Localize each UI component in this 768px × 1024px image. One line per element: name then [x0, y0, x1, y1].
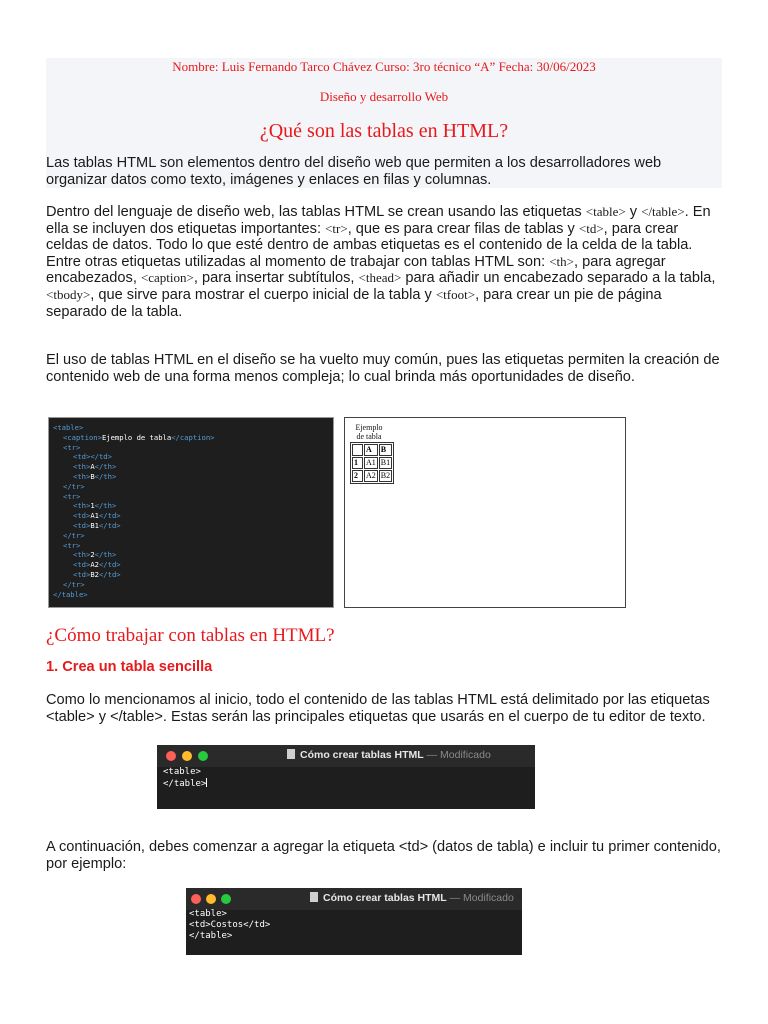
- text-cursor: [206, 778, 207, 787]
- code-open-tag: </tr>: [63, 481, 85, 491]
- code-close-tag: </td>: [90, 452, 112, 462]
- step1-paragraph: Como lo mencionamos al inicio, todo el contenido de las tablas HTML está delimitado por las etiquetas <table> y </table>. Estas serán las principales etiquetas que usarás en el cuerpo de tu editor de texto.: [46, 692, 710, 725]
- code-line: [53, 541, 333, 551]
- code-open-tag: <tr>: [63, 540, 81, 550]
- header-cell: 2: [352, 470, 363, 482]
- code-line: [53, 482, 333, 492]
- tag-tr: <tr>: [325, 220, 348, 236]
- code-line: [53, 443, 333, 453]
- code-line: [53, 550, 333, 560]
- code-open-tag: <td>: [73, 511, 91, 521]
- minimize-dot-icon: [206, 894, 216, 904]
- code-close-tag: </td>: [98, 560, 121, 570]
- rendered-table-image: [344, 417, 626, 608]
- code-open-tag: <td>: [73, 560, 91, 570]
- code-line: [53, 423, 333, 433]
- terminal-code: <table> </table>: [163, 767, 207, 789]
- subject-line: Diseño y desarrollo Web: [319, 89, 449, 104]
- tag-tfoot: <tfoot>: [435, 286, 476, 302]
- code-text: B1: [90, 520, 99, 530]
- code-open-tag: </tr>: [63, 579, 85, 589]
- data-cell: A2: [366, 471, 376, 480]
- code-text: A: [90, 462, 95, 472]
- code-text: Ejemplo de tabla: [101, 432, 172, 442]
- terminal-window-1: [157, 745, 535, 809]
- tag-th: <th>: [549, 253, 574, 269]
- document-icon: [287, 749, 295, 759]
- code-open-tag: <th>: [73, 471, 91, 481]
- data-cell: B2: [380, 471, 391, 480]
- code-text: B: [90, 471, 95, 481]
- code-text: 1: [90, 501, 95, 511]
- code-line: [53, 531, 333, 541]
- code-text: 2: [90, 550, 95, 560]
- code-close-tag: </th>: [94, 501, 117, 511]
- tag-table-close: </table>: [641, 204, 685, 219]
- code-open-tag: <td>: [73, 569, 91, 579]
- minimize-dot-icon: [182, 751, 192, 761]
- tag-tbody: <tbody>: [46, 286, 91, 302]
- code-line: [53, 492, 333, 502]
- section-title: ¿Cómo trabajar con tablas en HTML?: [46, 625, 335, 646]
- maximize-dot-icon: [198, 751, 208, 761]
- tag-td: <td>: [578, 220, 604, 236]
- code-line: [53, 511, 333, 521]
- usage-paragraph: El uso de tablas HTML en el diseño se ha vuelto muy común, pues las etiquetas permiten la creación de contenido web de una forma menos compleja; lo cual brinda más oportunidades de diseño.: [46, 352, 720, 385]
- code-close-tag: </td>: [98, 511, 121, 521]
- header-cell: B: [379, 444, 392, 456]
- terminal-titlebar: [157, 745, 535, 767]
- close-dot-icon: [191, 894, 201, 904]
- intro-paragraph: Las tablas HTML son elementos dentro del diseño web que permiten a los desarrolladores web organizar datos como texto, imágenes y enlaces en filas y columnas.: [46, 155, 662, 188]
- code-open-tag: <td>: [73, 520, 91, 530]
- data-cell: B1: [380, 458, 391, 467]
- table-row: [352, 470, 392, 482]
- code-line: [53, 580, 333, 590]
- code-close-tag: </th>: [94, 471, 117, 481]
- data-cell: [352, 444, 363, 456]
- code-close-tag: </td>: [98, 520, 121, 530]
- tags-paragraph: Dentro del lenguaje de diseño web, las tablas HTML se crean usando las etiquetas <table> y </table>. En ella se incluyen dos etiquetas importantes: <tr>, que es para crear filas de tablas y <td>, para crear celdas de datos. Todo lo que esté dentro de ambas etiquetas es el contenido de la celda de la tabla. Entre otras etiquetas utilizadas al momento de trabajar con tablas HTML son: <th>, para agregar encabezados, <caption>, para insertar subtítulos, <thead> para añadir un encabezado separado a la tabla, <tbody>, que sirve para mostrar el cuerpo inicial de la tabla y <tfoot>, para crear un pie de página separado de la tabla.: [46, 204, 716, 320]
- tag-thead: <thead>: [358, 270, 402, 286]
- code-open-tag: <th>: [73, 501, 91, 511]
- student-info-line: Nombre: Luis Fernando Tarco Chávez Curso: 3ro técnico “A” Fecha: 30/06/2023: [172, 59, 596, 74]
- code-text: A2: [90, 560, 99, 570]
- code-line: [53, 521, 333, 531]
- code-line: [53, 462, 333, 472]
- header-cell: A: [364, 444, 378, 456]
- maximize-dot-icon: [221, 894, 231, 904]
- terminal-title: Cómo crear tablas HTML — Modificado: [310, 892, 514, 904]
- code-line: [53, 452, 333, 462]
- code-listing: [49, 418, 333, 599]
- code-open-tag: </tr>: [63, 530, 85, 540]
- tag-caption: <caption>: [140, 270, 194, 286]
- table-row: [352, 444, 392, 456]
- terminal-title: Cómo crear tablas HTML — Modificado: [287, 749, 491, 761]
- header-cell: 1: [352, 457, 363, 469]
- code-close-tag: </caption>: [171, 432, 215, 442]
- step2-paragraph: A continuación, debes comenzar a agregar la etiqueta <td> (datos de tabla) e incluir tu primer contenido, por ejemplo:: [46, 839, 721, 872]
- code-open-tag: <tr>: [63, 491, 81, 501]
- code-line: [53, 560, 333, 570]
- code-text: B2: [90, 569, 99, 579]
- table-row: [352, 457, 392, 469]
- document-icon: [310, 892, 318, 902]
- code-open-tag: <table>: [53, 423, 84, 432]
- code-close-tag: </th>: [94, 462, 117, 472]
- code-line: [53, 433, 333, 443]
- code-close-tag: </td>: [98, 569, 121, 579]
- code-line: [53, 472, 333, 482]
- code-line: [53, 501, 333, 511]
- data-cell: A1: [366, 458, 376, 467]
- rendered-table-caption: Ejemplo de tabla: [355, 423, 383, 441]
- terminal-titlebar: [186, 888, 522, 910]
- tag-table-open: <table>: [585, 204, 626, 219]
- code-open-tag: <th>: [73, 550, 91, 560]
- code-close-tag: </th>: [94, 550, 117, 560]
- code-line: [53, 570, 333, 580]
- code-open-tag: <td>: [73, 452, 91, 462]
- code-example-image: [48, 417, 334, 608]
- code-open-tag: <th>: [73, 462, 91, 472]
- close-dot-icon: [166, 751, 176, 761]
- code-open-tag: </table>: [53, 589, 88, 599]
- rendered-table: [350, 442, 394, 484]
- code-line: [53, 590, 333, 600]
- page-title: ¿Qué son las tablas en HTML?: [259, 120, 509, 142]
- step-heading: 1. Crea un tabla sencilla: [46, 659, 213, 675]
- code-text: A1: [90, 511, 99, 521]
- code-open-tag: <caption>: [63, 432, 102, 442]
- terminal-window-2: [186, 888, 522, 955]
- terminal-code: <table> <td>Costos</td> </table>: [189, 909, 271, 941]
- code-open-tag: <tr>: [63, 442, 81, 452]
